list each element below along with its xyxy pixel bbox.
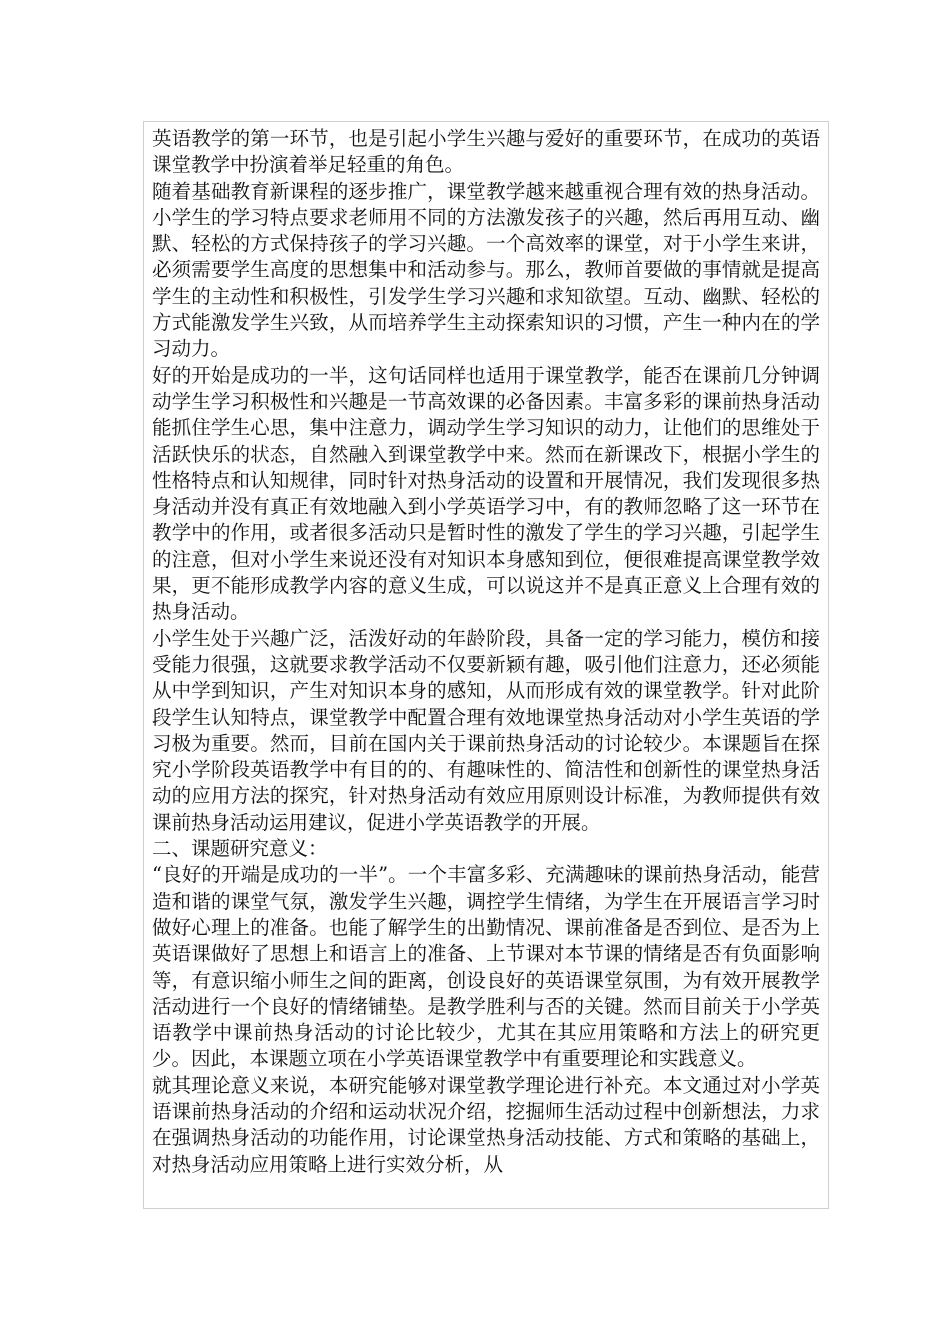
paragraph-theoretical-significance: 就其理论意义来说，本研究能够对课堂教学理论进行补充。本文通过对小学英语课前热身活动的介绍和运动状况介绍，挖掘师生活动过程中创新想法，力求在强调热身活动的功能作用，讨论课堂热身活动技能、方式和策略的基础上，对热身活动应用策略上进行实效分析，从 — [152, 1073, 820, 1176]
paragraph-good-beginning: “良好的开端是成功的一半”。一个丰富多彩、充满趣味的课前热身活动，能营造和谐的课堂气氛，激发学生兴趣，调控学生情绪，为学生在开展语言学习时做好心理上的准备。也能了解学生的出勤情况、课前准备是否到位、是否为上英语课做好了思想上和语言上的准备、上节课对本节课的情绪是否有负面影响等，有意识缩小师生之间的距离，创设良好的英语课堂氛围，为有效开展教学活动进行一个良好的情绪铺垫。是教学胜利与否的关键。然而目前关于小学英语教学中课前热身活动的讨论比较少，尤其在其应用策略和方法上的研究更少。因此，本课题立项在小学英语课堂教学中有重要理论和实践意义。 — [152, 863, 820, 1071]
paragraph-warmup-importance: 随着基础教育新课程的逐步推广，课堂教学越来越重视合理有效的热身活动。小学生的学习特点要求老师用不同的方法激发孩子的兴趣，然后再用互动、幽默、轻松的方式保持孩子的学习兴趣。一个高效率的课堂，对于小学生来讲，必须需要学生高度的思想集中和活动参与。那么，教师首要做的事情就是提高学生的主动性和积极性，引发学生学习兴趣和求知欲望。互动、幽默、轻松的方式能激发学生兴致，从而培养学生主动探索知识的习惯，产生一种内在的学习动力。 — [152, 179, 820, 361]
paragraph-student-traits: 小学生处于兴趣广泛，活泼好动的年龄阶段，具备一定的学习能力，模仿和接受能力很强，这就要求教学活动不仅要新颖有趣，吸引他们注意力，还必须能从中学到知识，产生对知识本身的感知，从而形成有效的课堂教学。针对此阶段学生认知特点，课堂教学中配置合理有效地课堂热身活动对小学生英语的学习极为重要。然而，目前在国内关于课前热身活动的讨论较少。本课题旨在探究小学阶段英语教学中有目的的、有趣味性的、简洁性和创新性的课堂热身活动的应用方法的探究，针对热身活动有效应用原则设计标准，为教师提供有效课前热身活动运用建议，促进小学英语教学的开展。 — [152, 626, 820, 834]
paragraph-intro-end: 英语教学的第一环节，也是引起小学生兴趣与爱好的重要环节，在成功的英语课堂教学中扮演着举足轻重的角色。 — [152, 127, 820, 177]
paragraph-good-start: 好的开始是成功的一半，这句话同样也适用于课堂教学，能否在课前几分钟调动学生学习积极性和兴趣是一节高效课的必备因素。丰富多彩的课前热身活动能抓住学生心思，集中注意力，调动学生学习知识的动力，让他们的思维处于活跃快乐的状态，自然融入到课堂教学中来。然而在新课改下，根据小学生的性格特点和认知规律，同时针对热身活动的设置和开展情况，我们发现很多热身活动并没有真正有效地融入到小学英语学习中，有的教师忽略了这一环节在教学中的作用，或者很多活动只是暂时性的激发了学生的学习兴趣，引起学生的注意，但对小学生来说还没有对知识本身感知到位，便很难提高课堂教学效果，更不能形成教学内容的意义生成，可以说这并不是真正意义上合理有效的热身活动。 — [152, 363, 820, 624]
section-heading-research-significance: 二、课题研究意义： — [152, 837, 328, 861]
document-body — [152, 126, 820, 1178]
